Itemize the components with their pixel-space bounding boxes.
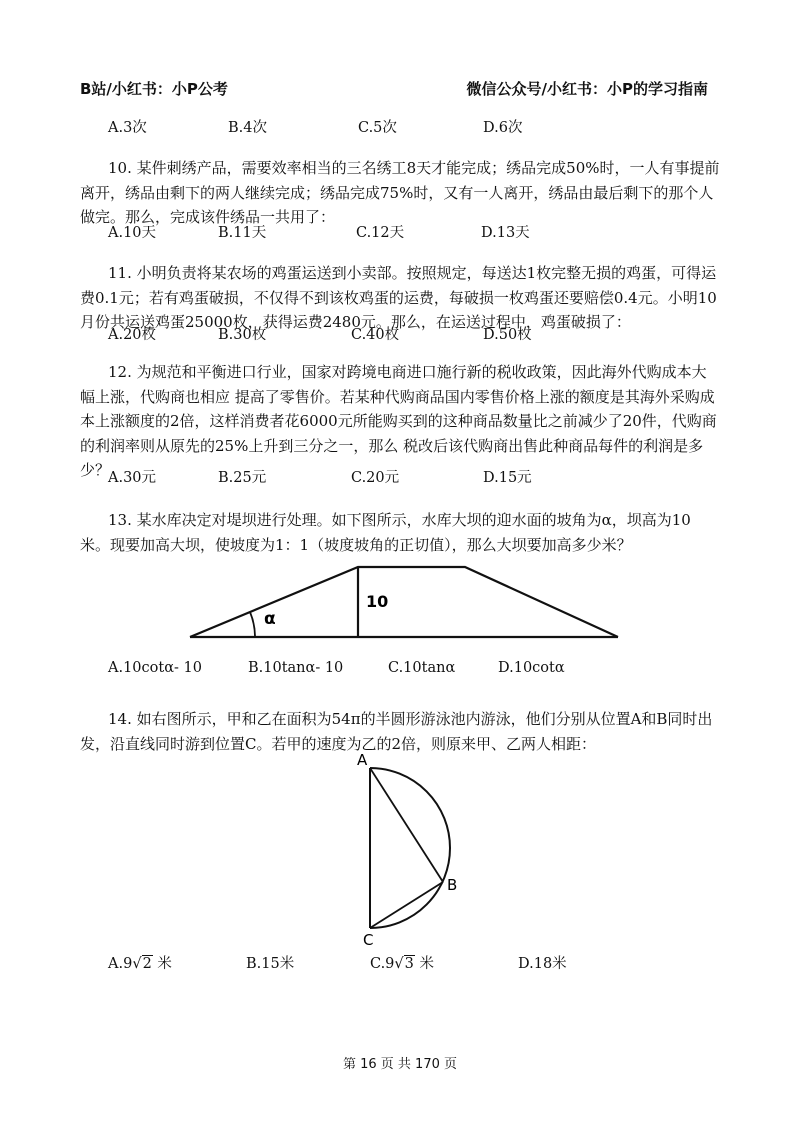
q12-option-b: B.25元 bbox=[218, 470, 267, 486]
angle-label: α bbox=[264, 609, 276, 629]
q9-option-c: C.5次 bbox=[358, 120, 397, 136]
q10-option-c: C.12天 bbox=[356, 225, 405, 241]
q13-text: 13. 某水库决定对堤坝进行处理。如下图所示，水库大坝的迎水面的坡角为α，坝高为10米。现要加高大坝，使坡度为1：1（坡度坡角的正切值），那么大坝要加高多少米？ bbox=[80, 511, 691, 554]
q14-text: 14. 如右图所示，甲和乙在面积为54π的半圆形游泳池内游泳，他们分别从位置A和B同时出发，沿直线同时游到位置C。若甲的速度为乙的2倍，则原来甲、乙两人相距： bbox=[80, 710, 713, 753]
q11-options bbox=[108, 323, 668, 345]
q10-text: 10. 某件刺绣产品，需要效率相当的三名绣工8天才能完成；绣品完成50%时，一人有事提前离开，绣品由剩下的两人继续完成；绣品完成75%时，又有一人离开，绣品由最后剩下的那个人做完。那么，完成该件绣品一共用了： bbox=[80, 159, 720, 227]
q11-option-c: C.40枚 bbox=[351, 327, 400, 343]
q13-option-c: C.10tanα bbox=[388, 660, 456, 676]
height-label: 10 bbox=[366, 592, 389, 611]
q14-option-a bbox=[108, 952, 172, 973]
segment-bc bbox=[370, 882, 443, 928]
q12-option-d: D.15元 bbox=[483, 470, 532, 486]
q11-text: 11. 小明负责将某农场的鸡蛋运送到小卖部。按照规定，每送达1枚完整无损的鸡蛋，可得运费0.1元；若有鸡蛋破损，不仅得不到该枚鸡蛋的运费，每破损一枚鸡蛋还要赔偿0.4元。小明10月份共运送鸡蛋25000枚，获得运费2480元。那么，在运送过程中，鸡蛋破损了： bbox=[80, 264, 717, 332]
q12-option-a: A.30元 bbox=[108, 470, 157, 486]
q13-option-d: D.10cotα bbox=[498, 660, 565, 676]
q14-option-c-unit: 米 bbox=[419, 956, 435, 972]
q14-option-c bbox=[370, 952, 434, 973]
q12-options bbox=[108, 466, 668, 488]
semicircle-pool-figure bbox=[345, 750, 475, 950]
q9-option-b: B.4次 bbox=[228, 120, 267, 136]
page-footer: 第 16 页 共 170 页 bbox=[342, 1057, 458, 1072]
q14-option-a-unit: 米 bbox=[157, 956, 172, 972]
semicircle-arc bbox=[370, 768, 450, 928]
sqrt-symbol: √2 bbox=[132, 956, 152, 972]
dam-figure bbox=[180, 555, 630, 650]
q12-text: 12. 为规范和平衡进口行业，国家对跨境电商进口施行新的税收政策，因此海外代购成本大幅上涨，代购商也相应 提高了零售价。若某种代购商品国内零售价格上涨的额度是其海外采购成本上涨额度的2倍，这样消费者花6000元所能购买到的这种商品数量比之前减少了20件，代购商的利润率则从原先的25%上升到三分之一，那么 税改后该代购商出售此种商品每件的利润是多少？ bbox=[80, 363, 717, 480]
q9-option-d: D.6次 bbox=[483, 120, 523, 136]
segment-ab bbox=[370, 768, 443, 882]
q12-option-c: C.20元 bbox=[351, 470, 400, 486]
q14-option-c-radicand: 3 bbox=[404, 956, 414, 972]
q10-options bbox=[108, 221, 668, 243]
q14-option-b: B.15米 bbox=[246, 956, 295, 972]
q11-option-d: D.50枚 bbox=[483, 327, 532, 343]
q10-option-a: A.10天 bbox=[108, 225, 157, 241]
q10-option-b: B.11天 bbox=[218, 225, 267, 241]
sqrt-symbol: √3 bbox=[394, 956, 414, 972]
angle-arc bbox=[250, 612, 255, 637]
q14-option-c-prefix: C.9 bbox=[370, 956, 395, 972]
q14-option-d: D.18米 bbox=[518, 956, 567, 972]
q14-option-a-radicand: 2 bbox=[142, 956, 152, 972]
header-left: B站/小红书：小P公考 bbox=[80, 80, 228, 98]
header-right: 微信公众号/小红书：小P的学习指南 bbox=[466, 80, 708, 98]
point-b-label: B bbox=[447, 876, 458, 894]
q11-option-b: B.30枚 bbox=[218, 327, 267, 343]
q10-option-d: D.13天 bbox=[481, 225, 530, 241]
q14-options bbox=[108, 952, 668, 974]
point-c-label: C bbox=[363, 931, 374, 949]
q9-option-a: A.3次 bbox=[108, 120, 147, 136]
q9-options bbox=[108, 116, 668, 138]
q11-option-a: A.20枚 bbox=[108, 327, 157, 343]
point-a-label: A bbox=[357, 751, 368, 769]
q13-options bbox=[108, 660, 668, 682]
q13-option-b: B.10tanα- 10 bbox=[248, 660, 344, 676]
q14-option-a-prefix: A.9 bbox=[108, 956, 133, 972]
q13-option-a: A.10cotα- 10 bbox=[108, 660, 202, 676]
